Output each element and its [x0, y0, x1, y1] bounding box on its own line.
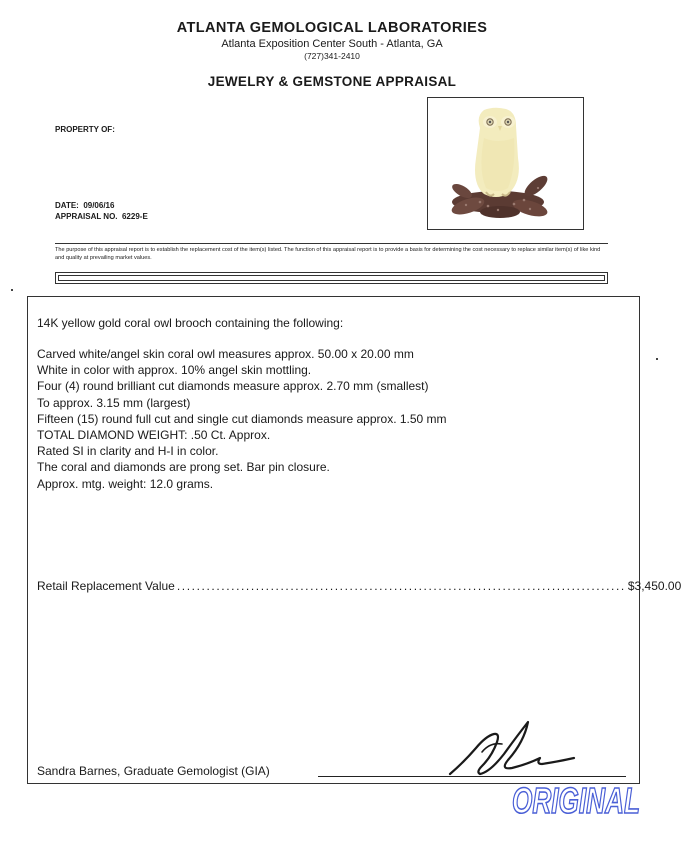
description-line: To approx. 3.15 mm (largest) — [37, 395, 191, 410]
disclaimer-rule — [55, 243, 608, 244]
description-line: The coral and diamonds are prong set. Bar pin closure. — [37, 460, 330, 475]
date-label: DATE: — [55, 201, 79, 210]
retail-value-amount: $3,450.00 — [627, 579, 681, 593]
appraisal-number-label: APPRAISAL NO. — [55, 212, 118, 221]
date-line — [55, 201, 114, 210]
signature-line — [318, 776, 626, 777]
description-line: Four (4) round brilliant cut diamonds measure approx. 2.70 mm (smallest) — [37, 379, 429, 394]
description-line: Fifteen (15) round full cut and single cut diamonds measure approx. 1.50 mm — [37, 411, 447, 426]
owl-brooch-image — [428, 98, 583, 229]
item-photo — [427, 97, 584, 230]
document-title: JEWELRY & GEMSTONE APPRAISAL — [207, 74, 457, 89]
original-stamp-text: ORIGINAL — [512, 780, 640, 821]
disclaimer-text: The purpose of this appraisal report is to establish the replacement cost of the item(s) listed. The function of this appraisal report is to provide a basis for determining the cost necessary to replace similar item(s) of like kind and quality at prevailing market values. — [55, 247, 601, 261]
appraisal-number-line — [55, 212, 148, 221]
dot-leader: ........................................................................................... — [176, 579, 626, 593]
item-heading: 14K yellow gold coral owl brooch containing the following: — [37, 316, 344, 330]
divider-bar — [55, 272, 608, 284]
description-line: Approx. mtg. weight: 12.0 grams. — [37, 476, 214, 491]
lab-address: Atlanta Exposition Center South - Atlanta, GA — [221, 38, 443, 50]
appraiser-name: Sandra Barnes, Graduate Gemologist (GIA) — [37, 764, 270, 778]
appraisal-number-value: 6229-E — [121, 212, 148, 221]
property-of-label: PROPERTY OF: — [55, 125, 115, 134]
retail-value-row — [37, 579, 681, 593]
lab-name: ATLANTA GEMOLOGICAL LABORATORIES — [176, 20, 488, 36]
description-line: White in color with approx. 10% angel skin mottling. — [37, 363, 312, 378]
description-line: Carved white/angel skin coral owl measures approx. 50.00 x 20.00 mm — [37, 347, 414, 361]
owl-illustration — [475, 108, 519, 197]
description-line: Rated SI in clarity and H-I in color. — [37, 444, 219, 459]
date-value: 09/06/16 — [83, 201, 115, 210]
scan-speck — [656, 358, 658, 360]
scan-speck — [11, 289, 13, 291]
original-stamp — [510, 779, 645, 828]
description-line: TOTAL DIAMOND WEIGHT: .50 Ct. Approx. — [37, 428, 271, 443]
retail-value-label: Retail Replacement Value — [37, 579, 175, 593]
item-description — [37, 346, 447, 492]
lab-phone: (727)341-2410 — [304, 51, 360, 61]
